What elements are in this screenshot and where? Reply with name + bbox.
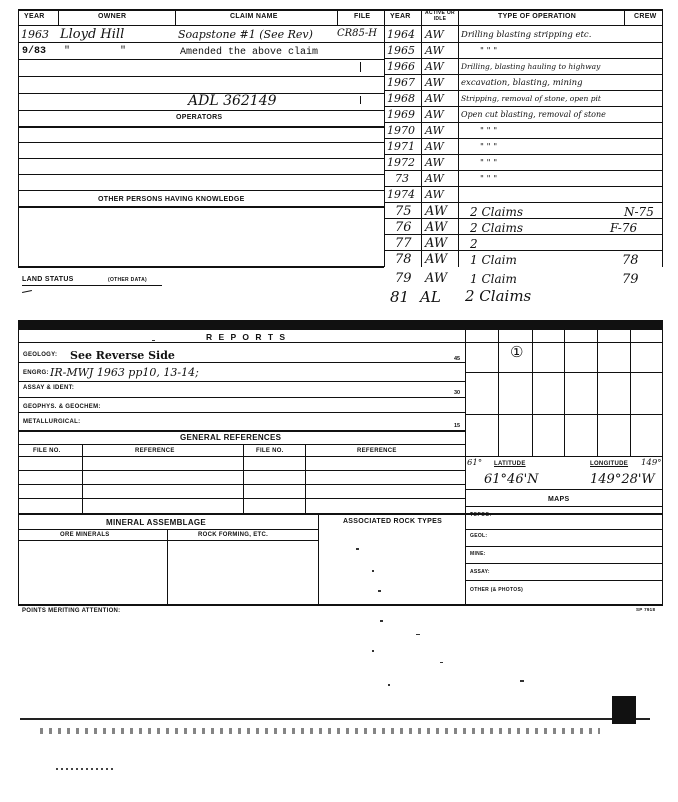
op-status: AW (425, 44, 444, 57)
op-status: AW (425, 252, 448, 267)
op-status: AL (420, 288, 441, 306)
header-file: FILE (354, 13, 371, 20)
map-field-assay: ASSAY: (470, 569, 490, 575)
op-description: excavation, blasting, mining (461, 78, 583, 88)
ref-file-no-2: FILE NO. (256, 448, 284, 454)
op-status: AW (425, 220, 448, 235)
op-description: 2 Claims (470, 205, 523, 219)
op-year: 1974 (387, 188, 415, 201)
op-crew: 78 (622, 253, 639, 268)
op-status: AW (425, 76, 444, 89)
op-year: 73 (395, 172, 409, 185)
header-owner: OWNER (98, 13, 127, 20)
points-meriting-attention-label: POINTS MERITING ATTENTION: (22, 608, 121, 614)
map-field-geol: GEOL: (470, 533, 488, 539)
owner-row-2-owner-ditto: " (120, 46, 127, 57)
geology-label: GEOLOGY: (23, 352, 58, 358)
op-year: 1964 (387, 28, 415, 41)
land-status-label: LAND STATUS (22, 276, 74, 283)
op-description: Drilling, blasting hauling to highway (461, 62, 601, 71)
header-crew: CREW (634, 13, 657, 20)
op-description: " " " (480, 142, 498, 152)
owner-row-1-year: 1963 (21, 28, 49, 41)
op-year: 1969 (387, 108, 415, 121)
scan-noise-band (56, 768, 116, 770)
assay-label: ASSAY & IDENT: (23, 385, 75, 391)
land-status-sub: (OTHER DATA) (108, 277, 147, 283)
op-status: AW (425, 92, 444, 105)
other-persons-label: OTHER PERSONS HAVING KNOWLEDGE (98, 196, 245, 203)
op-year: 79 (395, 271, 412, 286)
reports-title: R E P O R T S (206, 332, 288, 342)
rock-forming-label: ROCK FORMING, ETC. (198, 532, 269, 538)
op-crew: N-75 (624, 205, 654, 219)
engrg-value: IR-MWJ 1963 pp10, 13-14; (50, 366, 199, 379)
op-year: 1971 (387, 140, 415, 153)
scan-edge-line (20, 718, 650, 720)
owner-row-2-owner: " (64, 46, 71, 57)
op-description: 2 Claims (470, 221, 523, 235)
metallurgical-label: METALLURGICAL: (23, 419, 81, 425)
op-description: 1 Claim (470, 253, 517, 267)
op-description: Stripping, removal of stone, open pit (461, 94, 601, 103)
header-type-of-operation: TYPE OF OPERATION (498, 13, 577, 20)
scan-corner-mark (612, 696, 636, 724)
op-status: AW (425, 236, 448, 251)
adl-number: ADL 362149 (188, 93, 277, 109)
op-crew: F-76 (610, 221, 638, 235)
form-number: SP 7918 (636, 607, 656, 612)
op-description: Drilling blasting stripping etc. (461, 30, 592, 40)
mineral-assemblage-title: MINERAL ASSEMBLAGE (106, 518, 207, 527)
owner-row-1-file: CR85-H (337, 28, 378, 39)
op-year: 1972 (387, 156, 415, 169)
op-status: AW (425, 271, 448, 286)
owner-row-1-claim: Soapstone #1 (See Rev) (178, 28, 313, 41)
op-description: Open cut blasting, removal of stone (461, 110, 606, 119)
owner-row-1-owner: Lloyd Hill (60, 27, 125, 42)
op-year: 76 (395, 220, 412, 235)
owner-row-2-claim: Amended the above claim (180, 47, 319, 58)
op-status: AW (425, 156, 444, 169)
longitude-label: LONGITUDE (590, 461, 629, 467)
map-field-mine: MINE: (470, 551, 486, 557)
op-status: AW (425, 108, 444, 121)
associated-rock-types-label: ASSOCIATED ROCK TYPES (342, 518, 443, 525)
header-year: YEAR (24, 13, 45, 20)
geophys-label: GEOPHYS. & GEOCHEM: (23, 404, 101, 410)
op-year: 1970 (387, 124, 415, 137)
ref-reference-2: REFERENCE (357, 448, 397, 454)
op-status: AW (425, 28, 444, 41)
operators-label: OPERATORS (176, 114, 223, 121)
header-claim-name: CLAIM NAME (230, 13, 278, 20)
general-references-title: GENERAL REFERENCES (180, 433, 282, 442)
geology-value: See Reverse Side (70, 349, 175, 362)
num-45: 45 (454, 356, 461, 362)
tick-mark (360, 62, 361, 72)
map-field-other: OTHER (& PHOTOS) (470, 587, 524, 593)
op-status: AW (425, 140, 444, 153)
op-year: 78 (395, 252, 412, 267)
num-30: 30 (454, 390, 461, 396)
longitude-value: 149°28'W (590, 472, 655, 487)
op-description: 1 Claim (470, 272, 517, 286)
op-status: AW (425, 124, 444, 137)
op-description: 2 (470, 237, 478, 251)
op-description: 2 Claims (465, 287, 532, 305)
ref-file-no-1: FILE NO. (33, 448, 61, 454)
tick-mark (360, 96, 361, 104)
op-year: 75 (395, 204, 412, 219)
maps-label: MAPS (548, 496, 570, 503)
lat-prefix: 61° (467, 458, 483, 468)
latitude-label: LATITUDE (494, 461, 526, 467)
op-status: AW (425, 204, 448, 219)
op-year: 77 (395, 236, 412, 251)
scan-noise-band (40, 728, 600, 734)
op-year: 1968 (387, 92, 415, 105)
grid-marker: ① (510, 343, 524, 361)
op-year: 81 (390, 288, 410, 306)
op-status: AW (425, 188, 444, 201)
op-year: 1967 (387, 76, 415, 89)
ore-minerals-label: ORE MINERALS (60, 532, 110, 538)
op-description: " " " (480, 126, 498, 136)
op-description: " " " (480, 46, 498, 56)
owner-row-2-year: 9/83 (22, 46, 47, 57)
op-year: 1966 (387, 60, 415, 73)
engrg-label: ENGRG: (23, 370, 49, 376)
num-15: 15 (454, 423, 461, 429)
op-crew: 79 (622, 272, 639, 287)
header-active-idle: ACTIVE OR IDLE (425, 10, 455, 22)
op-description: " " " (480, 158, 498, 168)
lon-prefix: 149° (641, 458, 662, 468)
ref-reference-1: REFERENCE (135, 448, 175, 454)
latitude-value: 61°46'N (484, 472, 539, 487)
op-year: 1965 (387, 44, 415, 57)
op-description: " " " (480, 174, 498, 184)
reports-top-bar (18, 320, 663, 330)
header-year-2: YEAR (390, 13, 411, 20)
map-field-topog: TOPOG: (470, 512, 492, 518)
op-status: AW (425, 60, 444, 73)
op-status: AW (425, 172, 444, 185)
